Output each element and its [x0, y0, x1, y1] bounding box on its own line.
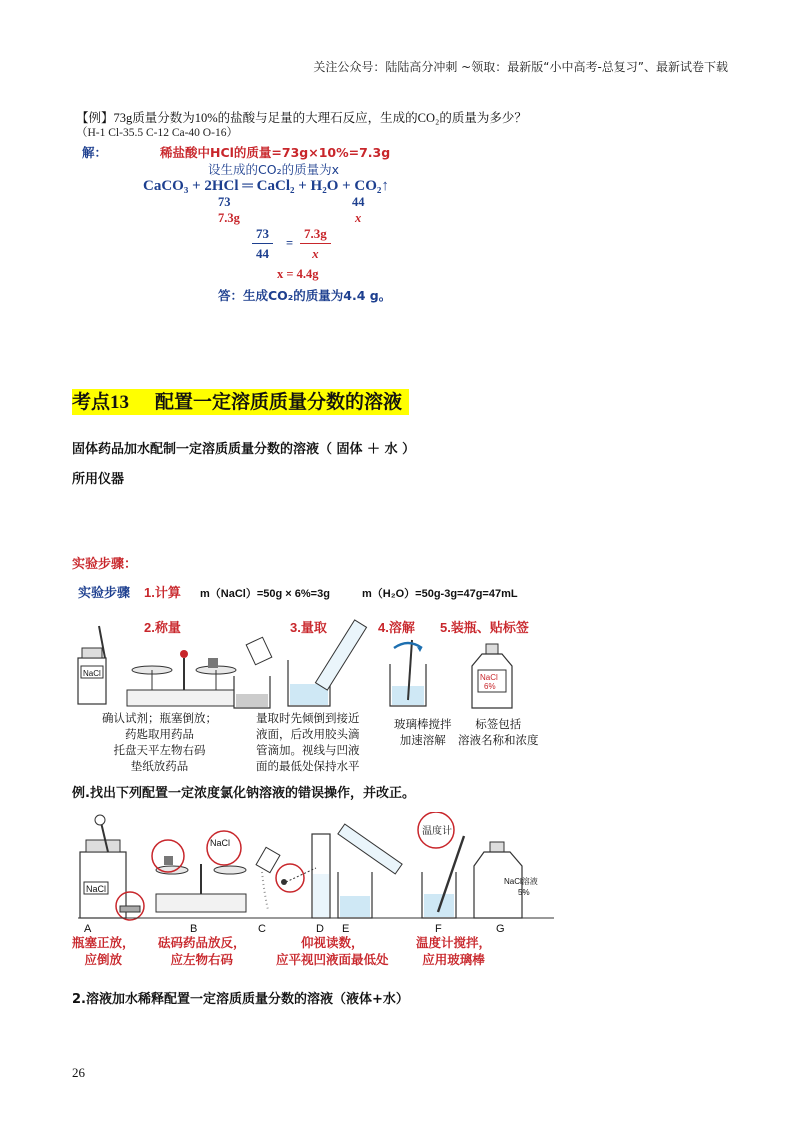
label-c: C	[258, 923, 266, 935]
reagent-jar-icon	[78, 626, 106, 704]
example-find-errors: 例.找出下列配置一定浓度氯化钠溶液的错误操作，并改正。	[72, 786, 415, 801]
mass-right: x	[355, 211, 362, 225]
error-b	[158, 934, 246, 968]
error-d	[276, 934, 389, 968]
dissolving-beaker-icon	[390, 640, 426, 706]
caption-measure	[256, 710, 360, 774]
step-bottle: 5.装瓶、贴标签	[440, 620, 529, 635]
steps-label: 实验步骤：	[72, 557, 138, 572]
fraction-left-denominator: 44	[256, 246, 269, 261]
caption-measure-line: 面的最低处保持水平	[256, 759, 360, 773]
beaker-with-solid-icon	[234, 637, 272, 708]
caption-weigh	[102, 710, 217, 774]
caption-measure-line: 量取时先倾倒到接近	[256, 711, 360, 725]
error-f-line: 应用玻璃棒	[422, 952, 485, 967]
caption-bottle	[458, 716, 539, 748]
fraction-right	[300, 226, 331, 262]
solution-step-let: 设生成的CO₂的质量为x	[208, 162, 339, 177]
label-a: A	[84, 923, 92, 935]
ratio-left: 73	[218, 195, 231, 209]
bottle-label-conc: 6%	[484, 682, 496, 691]
error-f	[416, 934, 491, 968]
fraction-left	[252, 226, 273, 262]
pan-nacl-label: NaCl	[210, 838, 231, 848]
steps-figure	[72, 578, 722, 773]
solution-step-hcl: 稀盐酸中HCl的质量=73g×10%=7.3g	[160, 145, 391, 160]
caption-weigh-line: 垫纸放药品	[130, 759, 189, 773]
balance-icon	[127, 650, 242, 706]
caption-bottle-line: 溶液名称和浓度	[458, 733, 539, 747]
section-title-bar	[72, 389, 409, 415]
step-dissolve: 4.溶解	[378, 620, 415, 635]
example-question: 【例】73g质量分数为10%的盐酸与足量的大理石反应，生成的CO₂的质量为多少？	[76, 111, 527, 125]
solution-label: 解：	[82, 145, 108, 160]
jar-label: NaCl	[86, 884, 107, 894]
atomic-masses: （H-1 Cl-35.5 C-12 Ca-40 O-16）	[76, 127, 238, 139]
caption-bottle-line: 标签包括	[475, 717, 522, 731]
step-weigh: 2.称量	[144, 620, 181, 635]
caption-weigh-line: 药匙取用药品	[125, 727, 194, 741]
page-header: 关注公众号：陆陆高分冲刺 ~领取：最新版“小中高考-总复习”、最新试卷下载	[313, 60, 728, 74]
solution-bottle-icon	[474, 842, 538, 918]
error-d-line: 应平视凹液面最低处	[276, 952, 389, 967]
error-d-line: 仰视读数，	[301, 935, 364, 950]
bottle-label-name: NaCl	[480, 673, 498, 682]
subtitle-dilution: 2.溶液加水稀释配置一定溶质质量分数的溶液（液体+水）	[72, 992, 409, 1007]
answer-text: 答：生成CO₂的质量为4.4 g。	[218, 288, 392, 303]
label-b: B	[190, 923, 198, 935]
solution-bottle-conc: 5%	[518, 888, 530, 897]
caption-measure-line: 管滴加。视线与凹液	[256, 743, 360, 757]
fraction-right-denominator: x	[312, 246, 319, 261]
caption-measure-line: 液面，后改用胶头滴	[256, 727, 360, 741]
error-a-line: 应倒放	[84, 952, 123, 967]
caption-weigh-line: 托盘天平左物右码	[113, 743, 206, 757]
steps-heading: 实验步骤	[78, 585, 131, 600]
jar-stopper-icon	[80, 815, 144, 920]
step-measure: 3.量取	[290, 620, 327, 635]
mass-left: 7.3g	[218, 211, 240, 225]
error-a	[72, 934, 135, 968]
section-title: 配置一定溶质质量分数的溶液	[155, 391, 403, 413]
thermometer-label: 温度计	[422, 826, 452, 837]
cylinder-reading-icon	[276, 834, 330, 918]
caption-dissolve	[394, 716, 452, 748]
thermometer-stirring-icon	[418, 812, 464, 918]
balance-swapped-icon	[152, 831, 246, 912]
instruments-heading: 所用仪器	[72, 472, 125, 487]
label-f: F	[435, 923, 442, 935]
error-b-line: 砝码药品放反，	[158, 935, 246, 950]
chemical-equation: CaCO₃ + 2HCl ═ CaCl₂ + H₂O + CO₂↑	[143, 178, 389, 194]
error-b-line: 应左物右码	[170, 952, 234, 967]
error-f-line: 温度计搅拌，	[416, 935, 492, 950]
subtitle-solid-plus-water: 固体药品加水配制一定溶质质量分数的溶液（ 固体 ＋ 水 ）	[72, 442, 416, 457]
ratio-right: 44	[352, 195, 365, 209]
error-a-line: 瓶塞正放，	[72, 935, 135, 950]
solution-bottle-name: NaCl溶液	[504, 877, 538, 886]
caption-weigh-line: 确认试剂；瓶塞倒放；	[102, 711, 217, 725]
caption-dissolve-line: 玻璃棒搅拌	[394, 717, 452, 731]
label-d: D	[316, 923, 324, 935]
calc-h2o: m（H₂O）=50g-3g=47g=47mL	[362, 588, 518, 600]
fraction-left-numerator: 73	[252, 226, 273, 244]
reagent-label: NaCl	[83, 669, 101, 678]
labeled-bottle-icon	[472, 644, 512, 708]
step-calc: 1.计算	[144, 585, 181, 600]
fraction-equals: =	[286, 236, 294, 250]
beaker-pouring-icon	[338, 824, 402, 918]
section-number: 考点13	[72, 392, 130, 413]
caption-dissolve-line: 加速溶解	[399, 733, 446, 747]
result-value: x = 4.4g	[277, 267, 319, 281]
fraction-right-numerator: 7.3g	[300, 226, 331, 244]
label-e: E	[342, 923, 350, 935]
calc-nacl: m（NaCl）=50g × 6%=3g	[200, 588, 330, 600]
page-number: 26	[72, 1065, 85, 1080]
errors-illustration	[72, 812, 562, 942]
label-g: G	[496, 923, 505, 935]
errors-figure	[72, 812, 562, 972]
